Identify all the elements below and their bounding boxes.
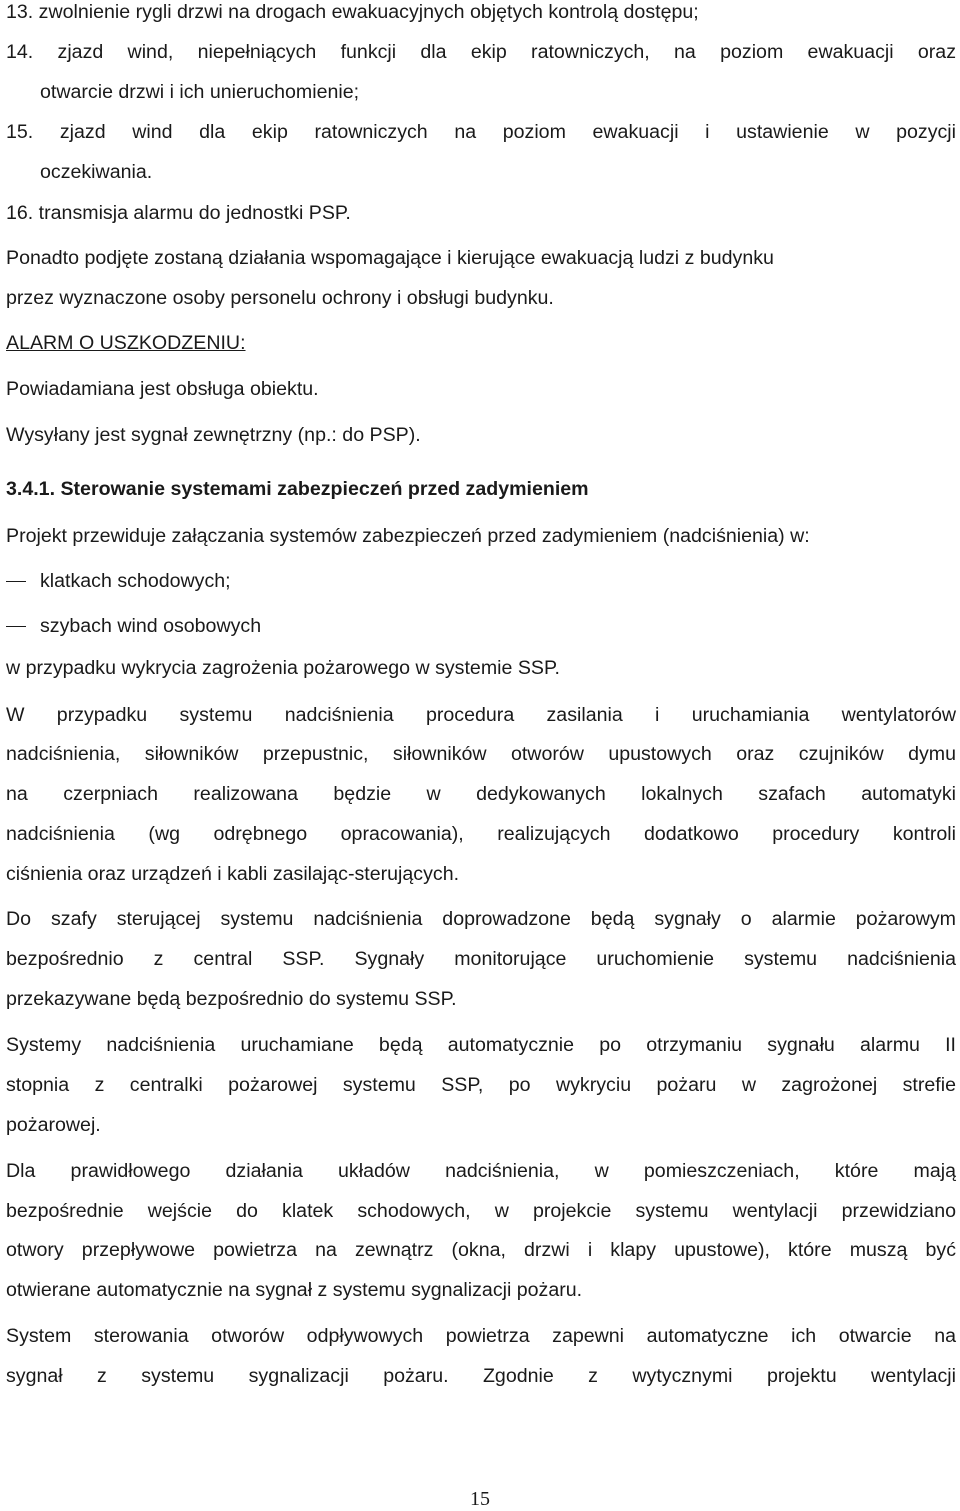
dash-bullet-icon — [6, 581, 26, 582]
paragraph-line: nadciśnienia, siłowników przepustnic, siłowników otworów upustowych oraz czujników dymu — [6, 743, 956, 765]
paragraph-line: Do szafy sterującej systemu nadciśnienia doprowadzone będą sygnały o alarmie pożarowym — [6, 908, 956, 930]
paragraph-line: Systemy nadciśnienia uruchamiane będą automatycznie po otrzymaniu sygnału alarmu II — [6, 1034, 956, 1056]
paragraph-line: bezpośrednie wejście do klatek schodowych, w projekcie systemu wentylacji przewidziano — [6, 1200, 956, 1222]
paragraph-line: pożarowej. — [6, 1114, 101, 1136]
alarm-line: Powiadamiana jest obsługa obiektu. — [6, 378, 319, 400]
paragraph-line: przekazywane będą bezpośrednio do systemu SSP. — [6, 988, 457, 1010]
actions-paragraph-line: Ponadto podjęte zostaną działania wspomagające i kierujące ewakuacją ludzi z budynku — [6, 247, 774, 269]
list-item-14-cont: otwarcie drzwi i ich unieruchomienie; — [40, 81, 360, 103]
dash-bullet-icon — [6, 626, 26, 627]
section-heading: 3.4.1. Sterowanie systemami zabezpieczeń przed zadymieniem — [6, 478, 589, 500]
list-item-13: 13. zwolnienie rygli drzwi na drogach ewakuacyjnych objętych kontrolą dostępu; — [6, 1, 699, 23]
paragraph-line: Dla prawidłowego działania układów nadciśnienia, w pomieszczeniach, które mają — [6, 1160, 956, 1182]
alarm-line: Wysyłany jest sygnał zewnętrzny (np.: do PSP). — [6, 424, 421, 446]
after-bullets-text: w przypadku wykrycia zagrożenia pożarowego w systemie SSP. — [6, 657, 560, 679]
paragraph-line: otwierane automatycznie na sygnał z systemu sygnalizacji pożaru. — [6, 1279, 583, 1301]
paragraph-line: nadciśnienia (wg odrębnego opracowania), realizujących dodatkowo procedury kontroli — [6, 823, 956, 845]
paragraph-line: System sterowania otworów odpływowych powietrza zapewni automatyczne ich otwarcie na — [6, 1325, 956, 1347]
paragraph-line: sygnał z systemu sygnalizacji pożaru. Zgodnie z wytycznymi projektu wentylacji — [6, 1365, 956, 1387]
alarm-heading: ALARM O USZKODZENIU: — [6, 332, 246, 354]
bullet-item: szybach wind osobowych — [40, 615, 262, 637]
paragraph-line: bezpośrednio z central SSP. Sygnały monitorujące uruchomienie systemu nadciśnienia — [6, 948, 956, 970]
paragraph-line: W przypadku systemu nadciśnienia procedura zasilania i uruchamiania wentylatorów — [6, 704, 956, 726]
bullet-item: klatkach schodowych; — [40, 570, 231, 592]
list-item-14: 14. zjazd wind, niepełniących funkcji dla ekip ratowniczych, na poziom ewakuacji oraz — [6, 41, 956, 63]
list-item-15: 15. zjazd wind dla ekip ratowniczych na poziom ewakuacji i ustawienie w pozycji — [6, 121, 956, 143]
paragraph-line: ciśnienia oraz urządzeń i kabli zasilając-sterujących. — [6, 863, 460, 885]
section-intro: Projekt przewiduje załączania systemów zabezpieczeń przed zadymieniem (nadciśnienia) w: — [6, 525, 810, 547]
paragraph-line: stopnia z centralki pożarowej systemu SSP, po wykryciu pożaru w zagrożonej strefie — [6, 1074, 956, 1096]
page-number: 15 — [470, 1488, 490, 1510]
paragraph-line: na czerpniach realizowana będzie w dedykowanych lokalnych szafach automatyki — [6, 783, 956, 805]
actions-paragraph-line: przez wyznaczone osoby personelu ochrony i obsługi budynku. — [6, 287, 554, 309]
list-item-16: 16. transmisja alarmu do jednostki PSP. — [6, 202, 351, 224]
list-item-15-cont: oczekiwania. — [40, 161, 153, 183]
paragraph-line: otwory przepływowe powietrza na zewnątrz (okna, drzwi i klapy upustowe), które muszą być — [6, 1239, 956, 1261]
